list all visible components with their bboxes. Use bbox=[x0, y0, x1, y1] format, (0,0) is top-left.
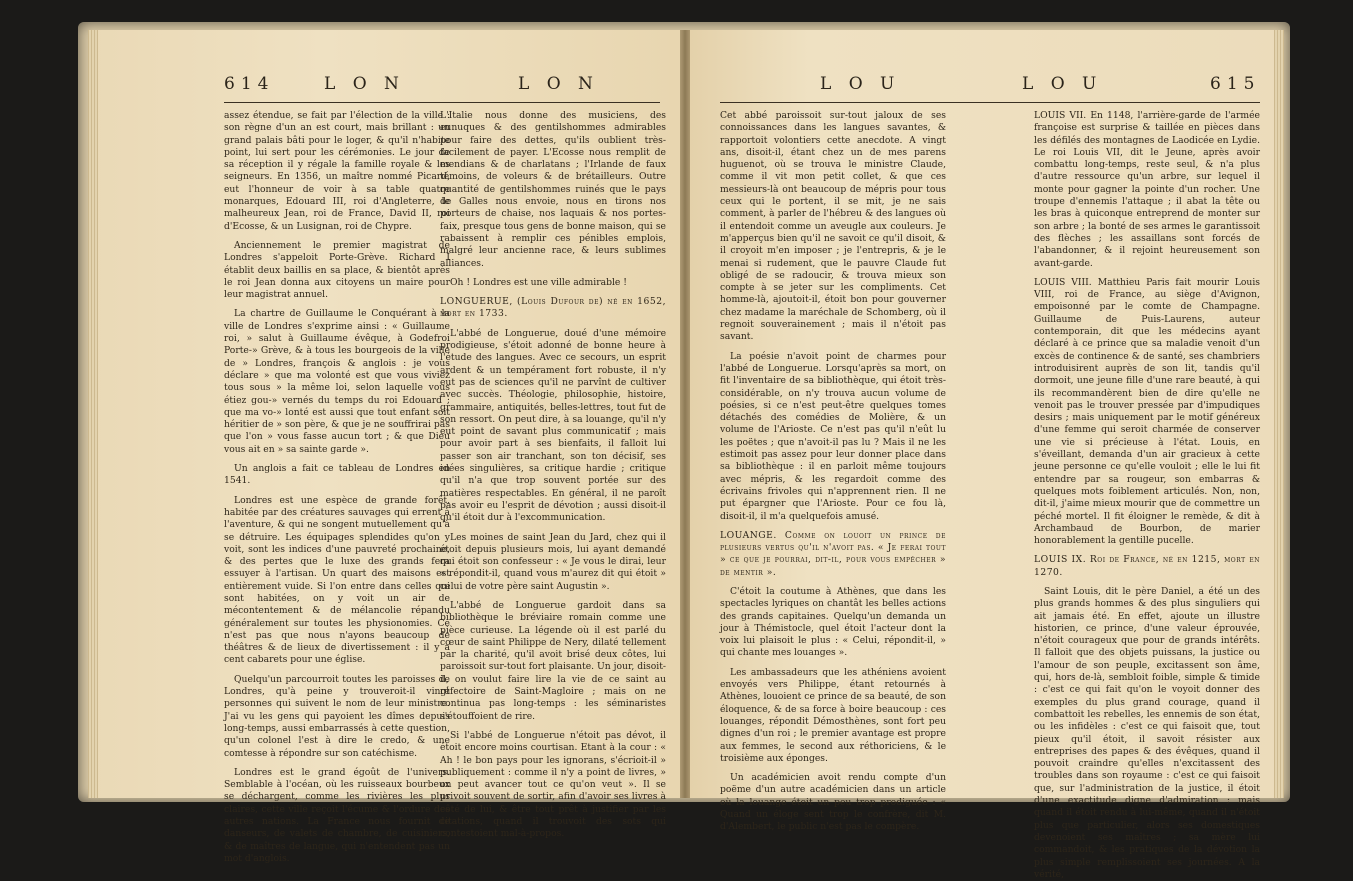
paragraph: La chartre de Guillaume le Conquérant à la ville de Londres s'exprime ainsi : « Guillaume roi, » salut à Guillaume évêque, à Godefroi Porte-» Grève, & à tous les bourgeois de la ville de » Londres, françois & anglois : je vous déclare » que ma volonté est que vous viviez tous sous » la même loi, selon laquelle vous étiez gou-» vernés du temps du roi Edouard ; que ma vo-» lonté est aussi que tout enfant soit héritier de » son père, & que je ne souffrirai pas que l'on » vous fasse aucun tort ; & que Dieu vous ait en » sa sainte garde ». bbox=[224, 308, 450, 455]
entry-heading: LOUANGE. Comme on louoit un prince de plusieurs vertus qu'il n'avoit pas. « Je ferai tout » ce que je pourrai, dit-il, pour vous empêcher » de mentir ». bbox=[720, 529, 946, 578]
paragraph: C'étoit la coutume à Athènes, que dans les spectacles lyriques on chantât les belles actions des grands capitaines. Quelqu'un demanda un jour à Thémistocle, quel étoit l'acteur dont la voix lui plaisoit le plus : « Celui, répondit-il, » qui chante mes louanges ». bbox=[720, 585, 946, 659]
paragraph: Les ambassadeurs que les athéniens avoient envoyés vers Philippe, étant retournés à Athènes, louoient ce prince de sa beauté, de son éloquence, & de sa force à boire beaucoup : ces louanges, répondit Démosthènes, sont fort peu dignes d'un roi ; le premier avantage est propre aux femmes, le second aux réthoriciens, & le troisième aux éponges. bbox=[720, 666, 946, 764]
header-rule bbox=[224, 102, 660, 103]
paragraph: Oh ! Londres est une ville admirable ! bbox=[450, 276, 627, 288]
right-running-head bbox=[690, 74, 1284, 100]
running-head-text: L O N bbox=[324, 74, 405, 94]
paragraph: Un académicien avoit rendu compte d'un poëme d'un autre académicien dans un article où la louange étoit un peu trop prodiguée : « Quand un éloge sent trop le confrère, dit M. d'Alembert, le public n'est pas le compère. bbox=[720, 772, 946, 833]
right-page-edge bbox=[1274, 30, 1284, 798]
right-page bbox=[690, 30, 1284, 880]
paragraph: LOUIS VII. En 1148, l'arrière-garde de l'armée françoise est surprise & taillée en pièces dans les défilés des montagnes de Laodicée en Lydie. Le roi Louis VII, dit le Jeune, après avoir combattu long-temps, reste seul, & n'a plus d'autre ressource qu'un arbre, sur lequel il monte pour gagner la pointe d'un rocher. Une troupe d'ennemis l'attaque ; il abat la tête ou les bras à quiconque entreprend de monter sur son arbre ; la bonté de ses armes le garantissoit des flèches ; les assaillans sont forcés de l'abandonner, & il rejoint heureusement son avant-garde. bbox=[1034, 110, 1260, 269]
right-column-1 bbox=[720, 110, 946, 833]
paragraph: LOUIS VIII. Matthieu Paris fait mourir Louis VIII, roi de France, au siège d'Avignon, empoisonné par le comte de Champagne. Guillaume de Puis-Laurens, auteur contemporain, dit que les médecins ayant déclaré à ce prince que sa maladie venoit d'un excès de continence & de santé, ses chambriers introduisirent auprès de son lit, tandis qu'il dormoit, une jeune fille d'une rare beauté, à qui ils recommandèrent bien de dire qu'elle ne venoit pas le trouver pressée par d'impudiques desirs ; mais uniquement par le motif généreux d'une femme qui seroit charmée de conserver une vie si précieuse à l'état. Louis, en s'éveillant, demanda d'un air gracieux à cette jeune personne ce qu'elle vouloit ; elle le lui fit entendre par sa rougeur, son embarras & quelques mots foiblement articulés. Non, non, dit-il, j'aime mieux mourir que de commettre un péché mortel. Il fit éloigner le remède, & dit à Archambaud de Bourbon, de marier honorablement la gentille pucelle. bbox=[1034, 276, 1260, 547]
paragraph: L'Italie nous donne des musiciens, des eunuques & des gentilshommes admirables pour faire des dettes, qu'ils oublient très-facilement de payer. L'Ecosse nous remplit de mendians & de charlatans ; l'Irlande de faux témoins, de voleurs & de brétailleurs. Outre quantité de gentilshommes ruinés que le pays de Galles nous envoie, nous en tirons nos porteurs de chaise, nos laquais & nos portes-faix, presque tous gens de bonne maison, qui se rabaissent à remplir ces pénibles emplois, malgré leur ancienne race, & leurs sublimes alliances. bbox=[440, 110, 666, 269]
running-head-text: L O U bbox=[1022, 74, 1103, 94]
paragraph: Cet abbé paroissoit sur-tout jaloux de ses connoissances dans les langues savantes, & rapportoit volontiers cette anecdote. A vingt ans, disoit-il, étant chez un de mes parens huguenot, où se trouva le ministre Claude, comme il vit mon petit collet, & que ces messieurs-là ont beaucoup de mépris pour tous ceux qui le portent, il se mit, je ne sais comment, à parler de l'hébreu & des langues où il entendoit comme un aveugle aux couleurs. Je m'apperçus bien qu'il ne savoit ce qu'il disoit, & il croyoit m'en imposer ; je l'entrepris, & je le menai si rudement, que le pauvre Claude fut obligé de se radoucir, & trouva mieux son compte à se jeter sur les compliments. Cet homme-là, ajoutoit-il, étoit bon pour gouverner chez madame la maréchale de Schomberg, où il regnoit souverainement ; mais il n'étoit pas savant. bbox=[720, 110, 946, 343]
paragraph: Anciennement le premier magistrat de Londres s'appeloit Porte-Grève. Richard I établit deux baillis en sa place, & bientôt après le roi Jean donna aux citoyens un maire pour leur magistrat annuel. bbox=[224, 239, 450, 301]
paragraph: Les moines de saint Jean du Jard, chez qui il étoit depuis plusieurs mois, lui ayant demandé qui étoit son confesseur : « Je vous le dirai, leur » répondit-il, quand vous m'aurez dit qui étoit » celui de votre père saint Augustin ». bbox=[440, 531, 666, 592]
paragraph: Un anglois a fait ce tableau de Londres en 1541. bbox=[224, 463, 450, 487]
entry-heading: LOUIS IX. Roi de France, né en 1215, mort en 1270. bbox=[1034, 554, 1260, 578]
page-number: 614 bbox=[224, 74, 275, 94]
left-column-1 bbox=[224, 110, 450, 864]
entry-heading: LONGUERUE, (Louis Dufour de) né en 1652, mort en 1733. bbox=[440, 296, 666, 320]
header-rule bbox=[720, 102, 1260, 103]
paragraph: L'abbé de Longuerue gardoit dans sa bibliothèque le bréviaire romain comme une pièce curieuse. La légende où il est parlé du cœur de saint Philippe de Nery, dilaté tellement par la charité, qu'il avoit brisé deux côtes, lui paroissoit sur-tout fort plaisante. Un jour, disoit-il, on voulut faire lire la vie de ce saint au réfectoire de Saint-Magloire ; mais on ne continua pas long-temps : les séminaristes s'étouffoient de rire. bbox=[440, 599, 666, 722]
running-head-text: L O N bbox=[518, 74, 599, 94]
paragraph: Saint Louis, dit le père Daniel, a été un des plus grands hommes & des plus singuliers qui ait jamais été. En effet, ajoute un illustre historien, ce prince, d'une valeur éprouvée, n'étoit courageux que pour de grands intérêts. Il falloit que des objets puissans, la justice ou l'amour de son peuple, excitassent son âme, qui, hors de-là, sembloit foible, simple & timide : c'est ce qui fait qu'on le voyoit donner des exemples du plus grand courage, quand il combattoit les rebelles, les ennemis de son état, ou les infidèles : c'est ce qui faisoit que, tout pieux qu'il étoit, il savoit résister aux entreprises des papes & des évêques, quand il pouvoit craindre qu'elles n'excitassent des troubles dans son royaume : c'est ce qui faisoit que, sur l'administration de la justice, il étoit d'une exactitude digne d'admiration ; mais quand il étoit rendu à lui-même, quand il n'étoit plus que particulier, alors ses domestiques devenoient ses maîtres ; sa mère lui commandoit, & les pratiques de la dévotion la plus simple remplissoient ses journées. A la vérité, bbox=[1034, 585, 1260, 880]
paragraph: Si l'abbé de Longuerue n'étoit pas dévot, il étoit encore moins courtisan. Etant à la cour : « Ah ! le bon pays pour les ignorans, s'écrioit-il » publiquement : comme il n'y a point de livres, » on peut avancer tout ce qu'on veut ». Il se privoit souvent de sortir, afin d'avoir ses livres à côté de lui, & être tout prêt à justifier par les citations, quand il trouvoit des sots qui contestoient mal-à-propos. bbox=[440, 729, 666, 840]
left-page-edge bbox=[88, 30, 98, 798]
paragraph: assez étendue, se fait par l'élection de la ville : son règne d'un an est court, mais brillant : un grand palais bâti pour le loger, & qu'il n'habite point, lui sert pour les cérémonies. Le jour de sa réception il y régale la famille royale & les seigneurs. En 1356, un maître nommé Picard, eut l'honneur de voir à sa table quatre monarques, Edouard III, roi d'Angleterre, le malheureux Jean, roi de France, David II, roi d'Ecosse, & un Lusignan, roi de Chypre. bbox=[224, 110, 450, 232]
paragraph: Londres est une espèce de grande forêt, habitée par des créatures sauvages qui errent à l'aventure, & qui ne songent mutuellement qu'à se détruire. Les équipages splendides qu'on y voit, sont les indices d'une pauvreté prochaine, & des pertes que le luxe des grands fera essuyer à l'artisan. Un quart des maisons est entièrement vuide. Si l'on entre dans celles qui sont habitées, on y voit un air de mécontentement & de mélancolie répandu généralement sur toutes les physionomies. Ce n'est pas que nous n'ayons beaucoup de théâtres & de lieux de divertissement : il y a cent cabarets pour une église. bbox=[224, 494, 450, 666]
paragraph: Londres est le grand égoût de l'univers. Semblable à l'océan, où les ruisseaux bourbeux se déchargent, comme les rivières les plus claires, cette ville reçoit l'écume & l'ordure des autres nations. La France nous fournit de danseurs, de valets de chambre, de cuisiniers, & de maîtres de langue, qui n'entendent pas un mot d'anglois. bbox=[224, 766, 450, 864]
page-number: 615 bbox=[1210, 74, 1261, 94]
left-column-2 bbox=[440, 110, 666, 840]
open-book bbox=[78, 22, 1290, 880]
right-column-2 bbox=[1034, 110, 1260, 880]
running-head-text: L O U bbox=[820, 74, 901, 94]
paragraph: La poésie n'avoit point de charmes pour l'abbé de Longuerue. Lorsqu'après sa mort, on fit l'inventaire de sa bibliothèque, qui étoit très-considérable, on n'y trouva aucun volume de poésies, si ce n'est peut-être quelques tomes détachés des comédies de Molière, & un volume de l'Arioste. Ce n'est pas qu'il n'eût lu les poëtes ; que n'avoit-il pas lu ? Mais il ne les estimoit pas assez pour leur donner place dans sa bibliothèque : il en parloit même toujours avec mépris, & les regardoit comme des écrivains frivoles qui n'apprennent rien. Il ne put épargner que l'Arioste. Pour ce fou là, disoit-il, il m'a quelquefois amusé. bbox=[720, 350, 946, 522]
paragraph: L'abbé de Longuerue, doué d'une mémoire prodigieuse, s'étoit adonné de bonne heure à l'étude des langues. Avec ce secours, un esprit ardent & un tempérament fort robuste, il n'y eut pas de sciences qu'il ne parvînt de cultiver avec succès. Théologie, philosophie, histoire, grammaire, antiquités, belles-lettres, tout fut de son ressort. On peut dire, à sa louange, qu'il n'y eut point de savant plus communicatif ; mais pour avoir part à ses bienfaits, il falloit lui passer son air tranchant, son ton décisif, ses idées singulières, sa critique hardie ; critique qu'il n'a que trop souvent portée sur des matières respectables. En général, il ne paroît pas avoir eu l'esprit de dévotion ; aussi disoit-il qu'il étoit dur à l'excommunication. bbox=[440, 327, 666, 524]
left-running-head bbox=[88, 74, 680, 100]
paragraph: Quelqu'un parcourroit toutes les paroisses de Londres, qu'à peine y trouveroit-il vingt personnes qui suivent le nom de leur ministre. J'ai vu les gens qui payoient les dîmes depuis long-temps, aussi embarrassés à cette question, qu'un colonel l'est à dire le credo, & une comtesse à répondre sur son catéchisme. bbox=[224, 673, 450, 759]
left-page bbox=[88, 30, 680, 864]
